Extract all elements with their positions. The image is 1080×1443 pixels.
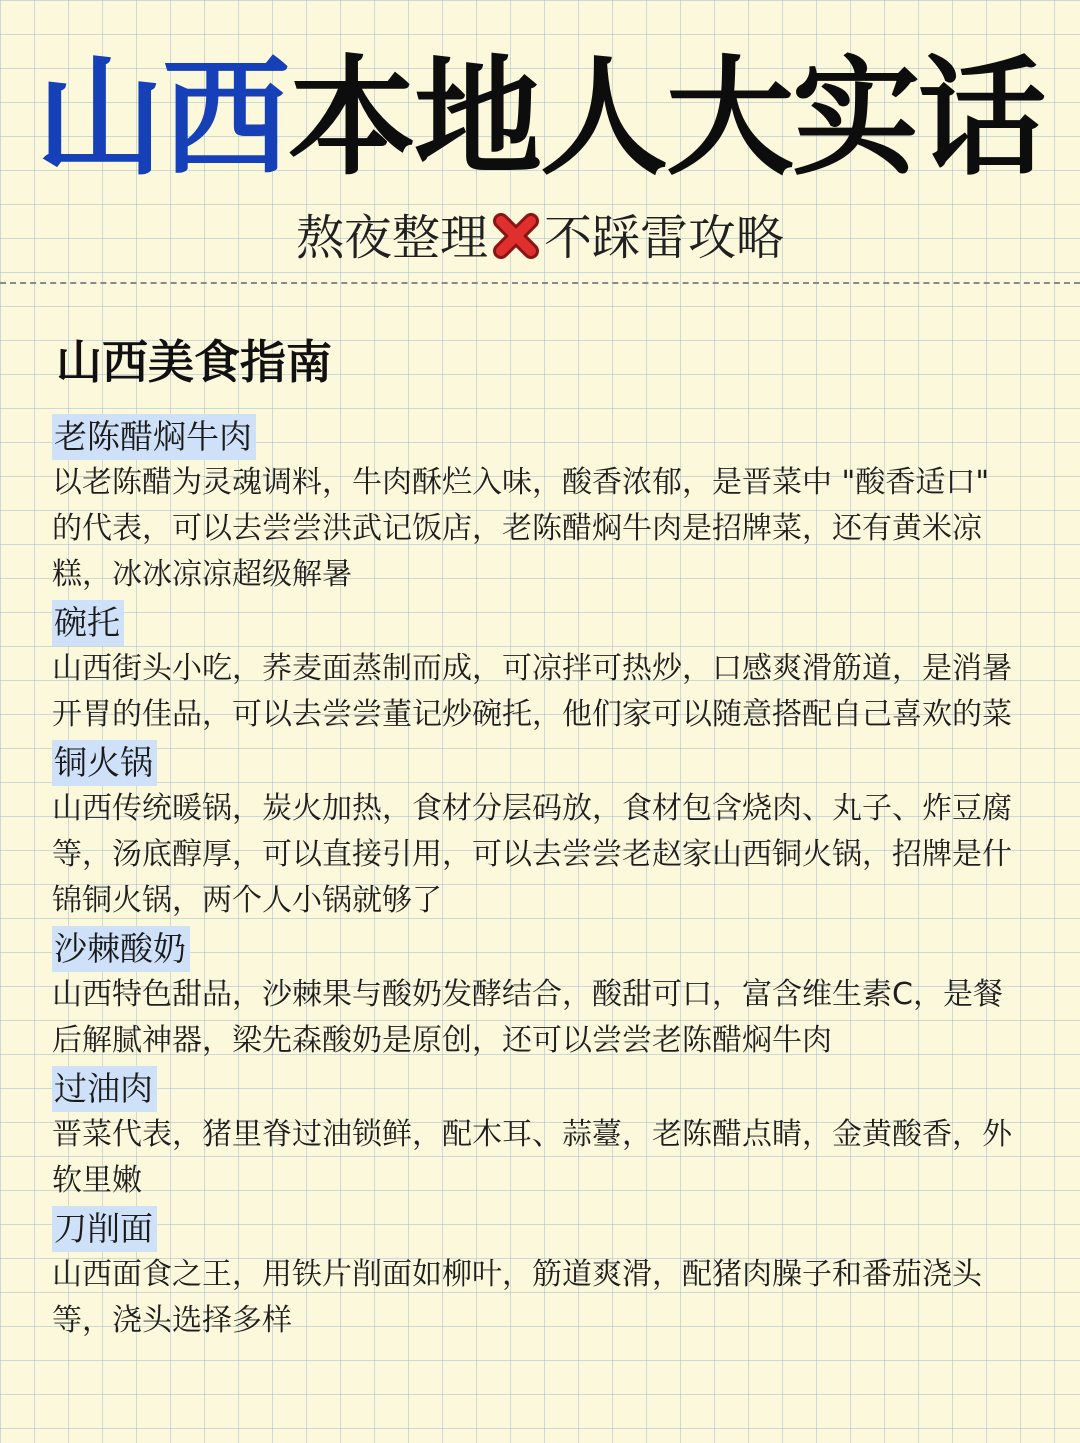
- section-title: 山西美食指南: [56, 335, 332, 389]
- food-item-desc: 山西街头小吃，荞麦面蒸制而成，可凉拌可热炒，口感爽滑筋道，是消暑开胃的佳品，可以去尝尝董记炒碗托，他们家可以随意搭配自己喜欢的菜: [52, 651, 1012, 732]
- food-item: [52, 926, 1027, 1064]
- food-item-desc: 山西传统暖锅，炭火加热，食材分层码放，食材包含烧肉、丸子、炸豆腐等，汤底醇厚，可以直接引用，可以去尝尝老赵家山西铜火锅，招牌是什锦铜火锅，两个人小锅就够了: [52, 791, 1012, 918]
- food-item-name: 碗托: [52, 600, 124, 646]
- food-item-desc: 山西特色甜品，沙棘果与酸奶发酵结合，酸甜可口，富含维生素C，是餐后解腻神器，梁先森酸奶是原创，还可以尝尝老陈醋焖牛肉: [52, 977, 1003, 1058]
- cross-mark-icon: [490, 210, 542, 280]
- title-black-part: 本地人大实话: [288, 44, 1045, 193]
- food-item: [52, 740, 1027, 924]
- food-item-name: 老陈醋焖牛肉: [52, 414, 256, 460]
- subtitle: [0, 204, 1080, 280]
- food-item: [52, 1206, 1027, 1344]
- food-item: [52, 1066, 1027, 1204]
- food-item-desc: 山西面食之王，用铁片削面如柳叶，筋道爽滑，配猪肉臊子和番茄浇头等，浇头选择多样: [52, 1257, 982, 1338]
- title-blue-part: 山西: [35, 44, 288, 193]
- food-list: [52, 414, 1027, 1346]
- food-item: [52, 600, 1027, 738]
- food-item-name: 过油肉: [52, 1066, 157, 1112]
- dashed-divider: [0, 282, 1080, 284]
- food-item-name: 铜火锅: [52, 740, 157, 786]
- food-item-name: 沙棘酸奶: [52, 926, 190, 972]
- food-item-desc: 晋菜代表，猪里脊过油锁鲜，配木耳、蒜薹，老陈醋点睛，金黄酸香，外软里嫩: [52, 1117, 1012, 1198]
- subtitle-after: 不踩雷攻略: [544, 210, 785, 266]
- food-item-name: 刀削面: [52, 1206, 157, 1252]
- food-item: [52, 414, 1027, 598]
- subtitle-before: 熬夜整理: [295, 210, 488, 266]
- food-item-desc: 以老陈醋为灵魂调料，牛肉酥烂入味，酸香浓郁，是晋菜中 "酸香适口" 的代表，可以去尝尝洪武记饭店，老陈醋焖牛肉是招牌菜，还有黄米凉糕，冰冰凉凉超级解暑: [52, 465, 990, 592]
- page-title: [0, 44, 1080, 194]
